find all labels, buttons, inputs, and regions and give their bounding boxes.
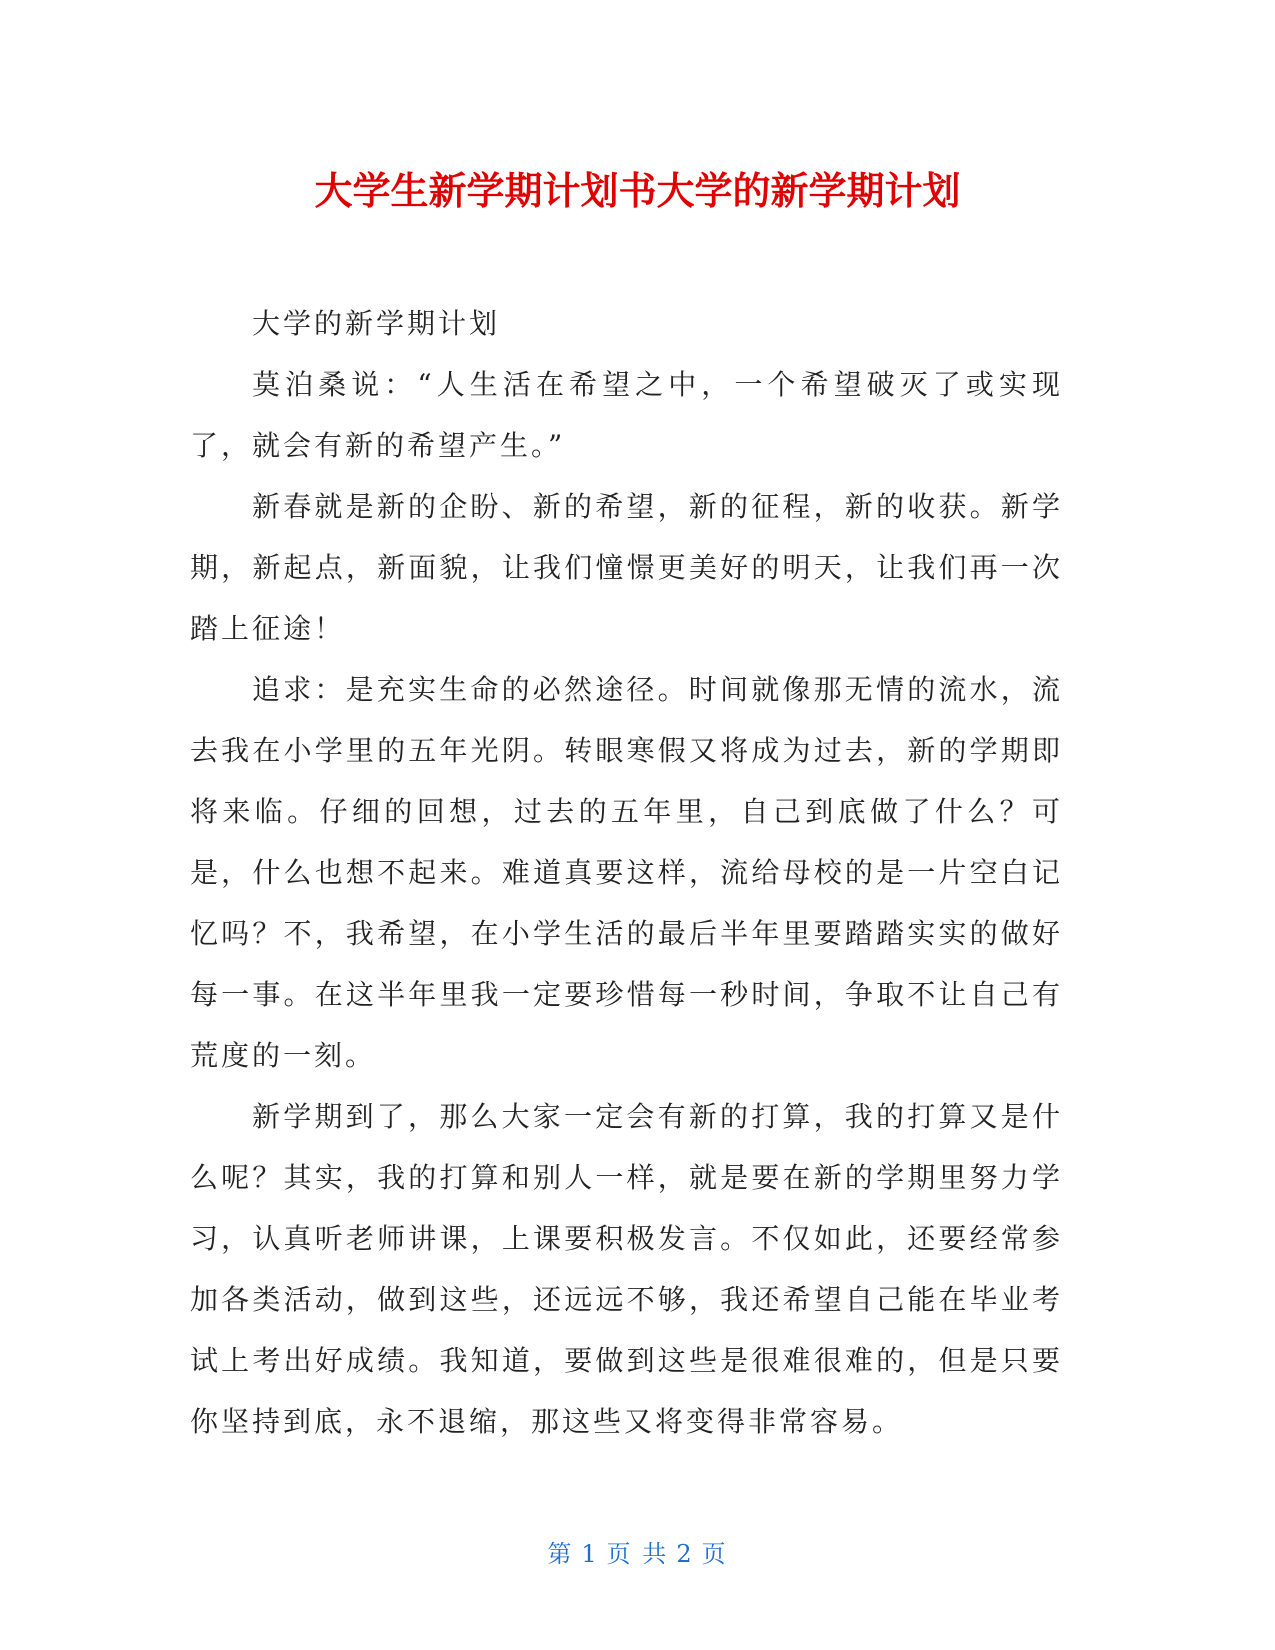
footer-mid: 页 共 [606, 1540, 669, 1568]
footer-prefix: 第 [547, 1540, 574, 1568]
paragraph-subtitle: 大学的新学期计划 [252, 307, 501, 340]
footer-current-page: 1 [581, 1540, 599, 1568]
paragraph-plan: 新学期到了，那么大家一定会有新的打算，我的打算又是什么呢？其实，我的打算和别人一样，就是要在新的学期里努力学习，认真听老师讲课，上课要积极发言。不仅如此，还要经常参加各类活动，做到这些，还远远不够，我还希望自己能在毕业考试上考出好成绩。我知道，要做到这些是很难很难的，但是只要你坚持到底，永不退缩，那这些又将变得非常容易。 [190, 1100, 1063, 1438]
paragraph-new-spring: 新春就是新的企盼、新的希望，新的征程，新的收获。新学期，新起点，新面貌，让我们憧憬更美好的明天，让我们再一次踏上征途！ [190, 490, 1063, 645]
footer-suffix: 页 [701, 1540, 728, 1568]
paragraph-quote: 莫泊桑说：“人生活在希望之中，一个希望破灭了或实现了，就会有新的希望产生。” [190, 368, 1063, 462]
paragraph-pursuit: 追求：是充实生命的必然途径。时间就像那无情的流水，流去我在小学里的五年光阴。转眼寒假又将成为过去，新的学期即将来临。仔细的回想，过去的五年里，自己到底做了什么？可是，什么也想不起来。难道真要这样，流给母校的是一片空白记忆吗？不，我希望，在小学生活的最后半年里要踏踏实实的做好每一事。在这半年里我一定要珍惜每一秒时间，争取不让自己有荒度的一刻。 [190, 673, 1063, 1072]
page-footer [0, 1538, 1275, 1570]
document-title: 大学生新学期计划书大学的新学期计划 [314, 169, 961, 213]
document-body [190, 293, 1063, 1452]
footer-total-pages: 2 [676, 1540, 694, 1568]
